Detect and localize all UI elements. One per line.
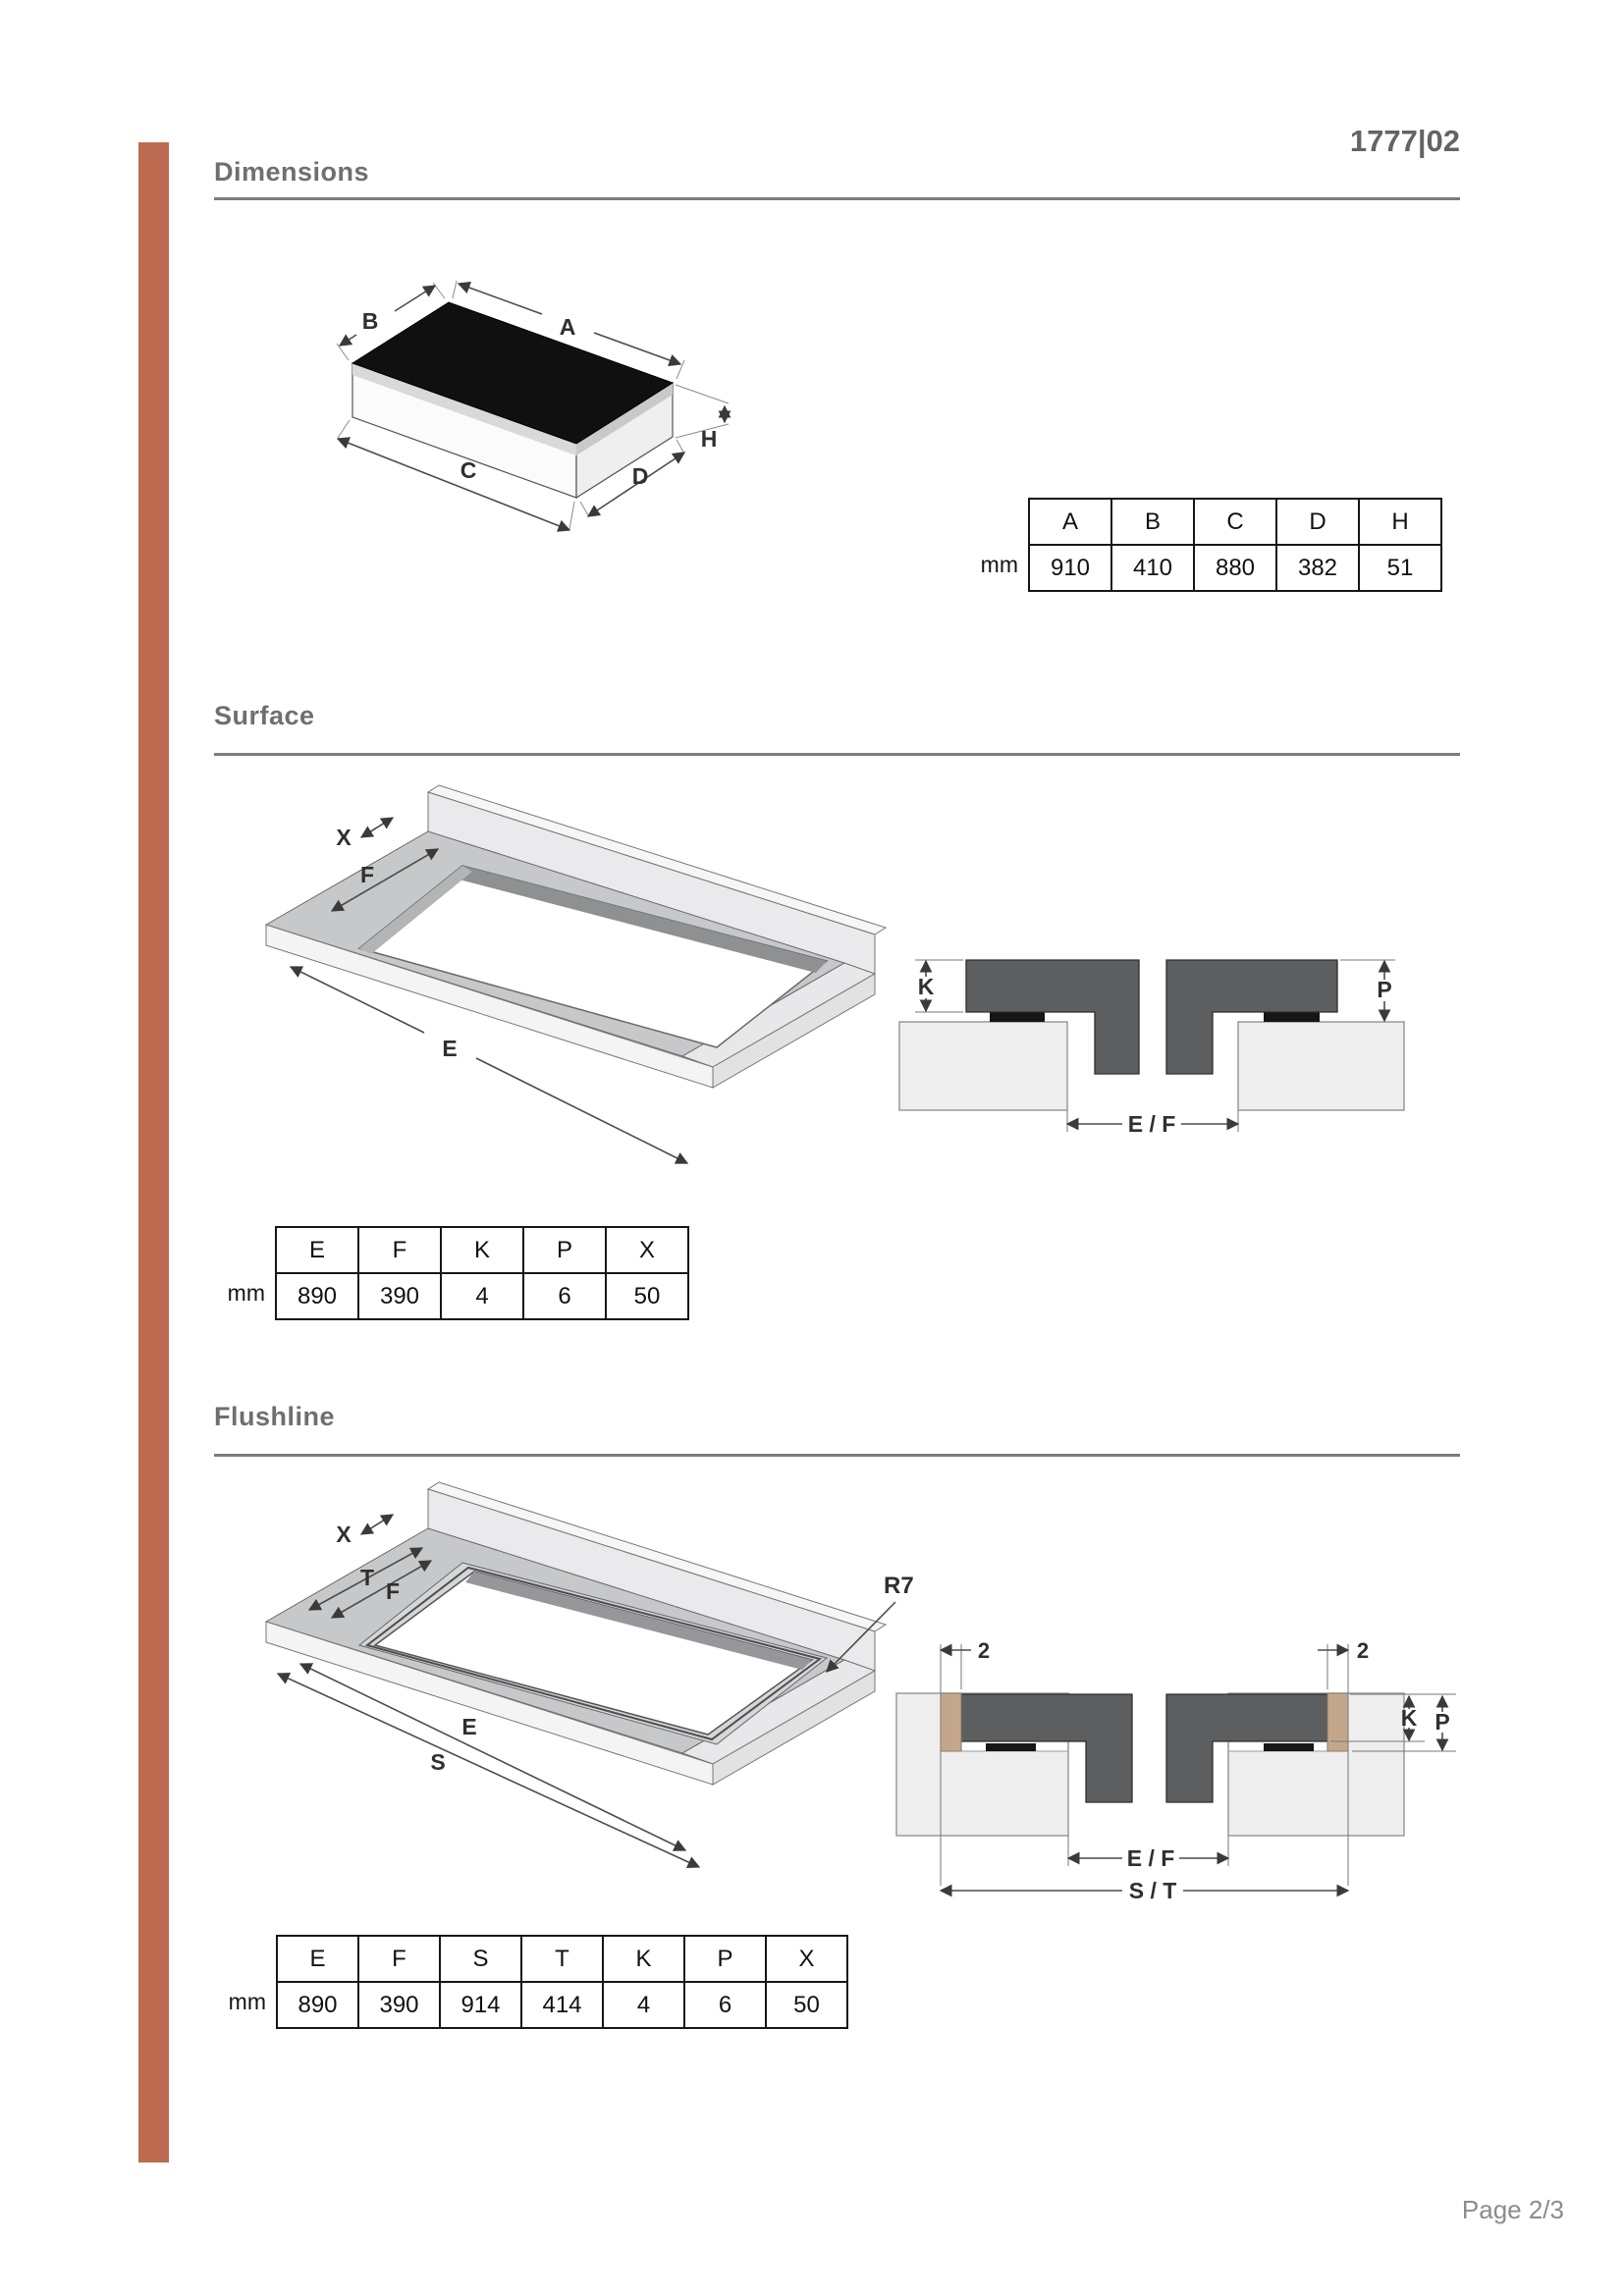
table-cell: 51 xyxy=(1359,545,1441,591)
table-cell: 890 xyxy=(276,1273,358,1319)
section-divider xyxy=(214,197,1460,200)
dim-label-ef: E / F xyxy=(1126,1845,1175,1871)
table-header-cell: F xyxy=(358,1936,440,1982)
dim-label-k: K xyxy=(1400,1705,1418,1731)
dim-label-st: S / T xyxy=(1128,1878,1177,1903)
table-header-cell: D xyxy=(1276,499,1359,545)
table-header-cell: H xyxy=(1359,499,1441,545)
page-indicator: Page 2/3 xyxy=(1461,2195,1564,2224)
table-cell: 414 xyxy=(521,1982,603,2028)
table-cell: 6 xyxy=(684,1982,766,2028)
dim-label-h: H xyxy=(700,426,718,452)
section-title-flushline: Flushline xyxy=(214,1402,336,1431)
table-cell: 890 xyxy=(277,1982,358,2028)
dim-label-2-right: 2 xyxy=(1356,1638,1370,1663)
dim-label-e: E xyxy=(461,1714,477,1739)
table-header-cell: E xyxy=(276,1227,358,1273)
dim-label-c: C xyxy=(460,457,477,483)
section-divider xyxy=(214,1454,1460,1457)
table-cell: 910 xyxy=(1029,545,1111,591)
dim-label-e: E xyxy=(442,1036,458,1061)
unit-label: mm xyxy=(228,1989,266,2014)
accent-bar xyxy=(138,142,169,2163)
table-header-cell: K xyxy=(603,1936,684,1982)
dim-label-x: X xyxy=(336,825,352,850)
section-title-surface: Surface xyxy=(214,701,315,730)
table-header-cell: X xyxy=(606,1227,688,1273)
dim-label-b: B xyxy=(361,308,379,334)
table-cell: 4 xyxy=(441,1273,523,1319)
doc-number: 1777|02 xyxy=(1349,124,1460,158)
table-cell: 6 xyxy=(523,1273,606,1319)
counter-block-right xyxy=(1238,1022,1404,1110)
dim-label-f: F xyxy=(359,862,375,887)
surface-cutout-isometric-diagram xyxy=(245,780,933,1222)
table-cell: 390 xyxy=(358,1982,440,2028)
filler-strip-left xyxy=(941,1693,961,1751)
table-header-cell: T xyxy=(521,1936,603,1982)
counter-block-left xyxy=(899,1022,1067,1110)
dim-label-d: D xyxy=(631,463,649,489)
table-header-cell: S xyxy=(440,1936,521,1982)
dim-label-f: F xyxy=(385,1578,401,1604)
dim-label-p: P xyxy=(1377,977,1392,1002)
dim-label-t: T xyxy=(359,1565,375,1590)
seal-left xyxy=(990,1012,1045,1022)
filler-strip-right xyxy=(1327,1693,1348,1751)
table-header-cell: X xyxy=(766,1936,847,1982)
table-header-cell: C xyxy=(1194,499,1276,545)
flushline-table xyxy=(276,1935,848,2029)
seal-left xyxy=(986,1743,1036,1751)
flushline-cutout-isometric-diagram xyxy=(245,1477,933,1929)
table-value-row xyxy=(1029,545,1441,591)
section-divider xyxy=(214,753,1460,756)
seal-right xyxy=(1264,1743,1314,1751)
section-title-dimensions: Dimensions xyxy=(214,157,370,187)
cooktop-isometric-diagram xyxy=(275,250,756,560)
seal-right xyxy=(1264,1012,1320,1022)
table-header-cell: P xyxy=(523,1227,606,1273)
dim-label-2-left: 2 xyxy=(977,1638,991,1663)
table-cell: 914 xyxy=(440,1982,521,2028)
table-cell: 50 xyxy=(606,1273,688,1319)
radius-label-r7: R7 xyxy=(884,1573,914,1599)
table-value-row xyxy=(276,1273,688,1319)
table-header-cell: B xyxy=(1111,499,1194,545)
table-header-cell: P xyxy=(684,1936,766,1982)
dim-label-p: P xyxy=(1435,1709,1450,1735)
dim-label-x: X xyxy=(336,1522,352,1547)
table-cell: 50 xyxy=(766,1982,847,2028)
dim-label-a: A xyxy=(559,314,576,340)
table-header-cell: K xyxy=(441,1227,523,1273)
table-header-row xyxy=(1029,499,1441,545)
table-cell: 390 xyxy=(358,1273,441,1319)
flushline-cross-section-diagram xyxy=(889,1625,1463,1909)
table-header-row xyxy=(277,1936,847,1982)
table-cell: 880 xyxy=(1194,545,1276,591)
surface-table xyxy=(275,1226,689,1320)
table-header-cell: E xyxy=(277,1936,358,1982)
table-header-cell: A xyxy=(1029,499,1111,545)
table-cell: 410 xyxy=(1111,545,1194,591)
dimensions-table xyxy=(1028,498,1442,592)
dim-label-k: K xyxy=(917,974,935,999)
unit-label: mm xyxy=(980,552,1018,577)
table-cell: 382 xyxy=(1276,545,1359,591)
surface-cross-section-diagram xyxy=(889,928,1424,1139)
unit-label: mm xyxy=(227,1280,265,1306)
table-header-cell: F xyxy=(358,1227,441,1273)
table-cell: 4 xyxy=(603,1982,684,2028)
table-value-row xyxy=(277,1982,847,2028)
dim-label-ef: E / F xyxy=(1127,1111,1176,1137)
dim-label-s: S xyxy=(430,1749,446,1775)
table-header-row xyxy=(276,1227,688,1273)
